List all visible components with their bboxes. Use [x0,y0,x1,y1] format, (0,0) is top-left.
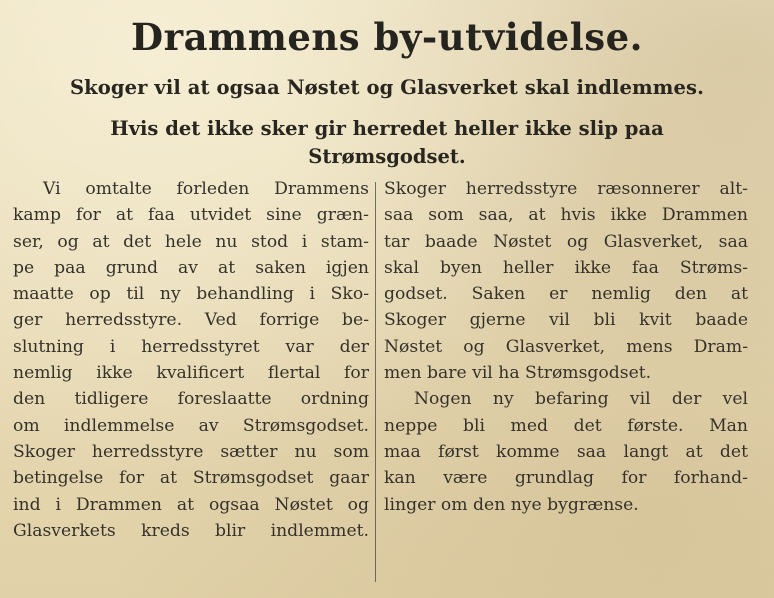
left-column-line: ind i Drammen at ogsaa Nøstet og [13,494,369,515]
article-headline: Drammens by-utvidelse. [131,15,643,59]
left-column-line: Glasverkets kreds blir indlemmet. [13,520,369,541]
left-column-line: Vi omtalte forleden Drammens [43,179,369,199]
right-column-line: skal byen heller ikke faa Strøms- [384,257,748,278]
left-column-line: pe paa grund av at saken igjen [13,257,369,278]
left-column-line: Skoger herredsstyre sætter nu som [13,441,369,462]
left-column-line: ger herredsstyre. Ved forrige be- [13,310,369,331]
right-column-line: maa først komme saa langt at det [384,441,748,462]
left-column-line: den tidligere foreslaatte ordning [13,389,369,410]
right-column-line: Skoger herredsstyre ræsonnerer alt- [384,179,748,199]
left-column-line: ser, og at det hele nu stod i stam- [13,231,369,252]
right-column [384,176,748,518]
right-column-line: Nøstet og Glasverket, mens Dram- [384,336,748,357]
article-subheadline-2-line-2: Strømsgodset. [308,145,466,168]
right-column-line: saa som saa, at hvis ikke Drammen [384,205,748,226]
column-divider [375,182,376,582]
left-column-line: nemlig ikke kvalificert flertal for [13,363,369,384]
left-column-line: slutning i herredsstyret var der [13,336,369,357]
article-subheadline-1: Skoger vil at ogsaa Nøstet og Glasverket skal indlemmes. [70,76,704,99]
right-column-line: men bare vil ha Strømsgodset. [384,363,652,384]
left-column-line: kamp for at faa utvidet sine græn- [13,205,369,226]
right-column-line: linger om den nye bygrænse. [384,494,639,515]
left-column-line: maatte op til ny behandling i Sko- [13,284,369,305]
right-column-line: kan være grundlag for forhand- [384,468,748,489]
right-column-line: godset. Saken er nemlig den at [384,284,748,305]
right-column-line: neppe bli med det første. Man [384,415,748,436]
left-column [13,176,369,544]
right-column-line: Nogen ny befaring vil der vel [414,389,748,410]
right-column-line: tar baade Nøstet og Glasverket, saa [384,231,748,252]
left-column-line: betingelse for at Strømsgodset gaar [13,468,369,489]
left-column-line: om indlemmelse av Strømsgodset. [13,415,369,436]
article-subheadline-2-line-1: Hvis det ikke sker gir herredet heller ikke slip paa [110,117,664,140]
right-column-line: Skoger gjerne vil bli kvit baade [384,310,748,331]
